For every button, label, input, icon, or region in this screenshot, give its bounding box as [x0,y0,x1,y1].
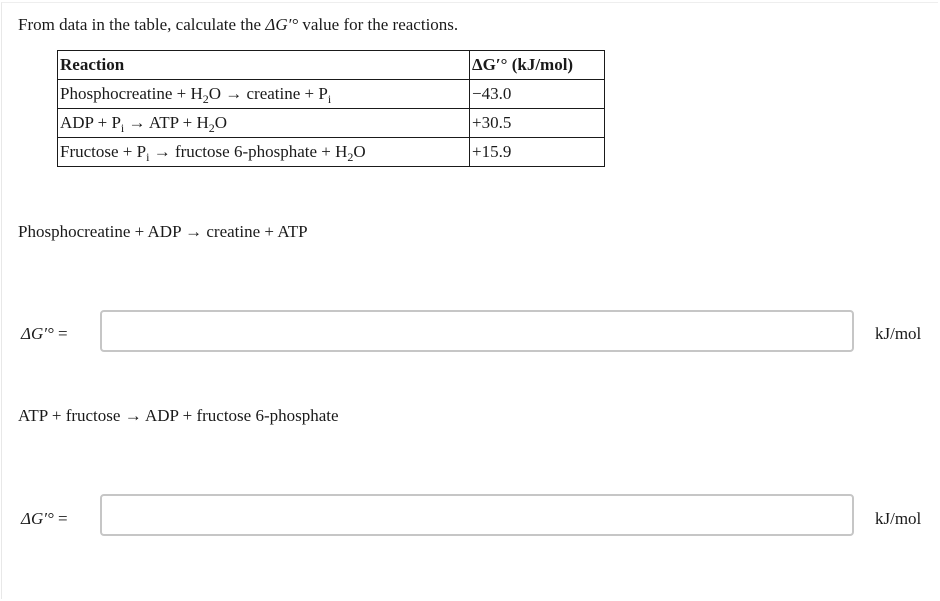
table-row [58,109,605,138]
delta-g-cell: −43.0 [470,80,605,109]
delta-g-symbol: ΔG′° [265,15,299,34]
question-2-reaction: ATP + fructose → ADP + fructose 6-phosphate [18,406,339,425]
question-prompt: From data in the table, calculate the ΔG′° value for the reactions. [18,15,459,34]
question-1-answer-input[interactable] [100,310,854,352]
delta-g-cell: +15.9 [470,138,605,167]
question-1-unit: kJ/mol [875,324,922,343]
question-1-reaction: Phosphocreatine + ADP → creatine + ATP [18,222,308,241]
reaction-column-header: Reaction [58,51,470,80]
question-1-answer-label: ΔG′° = [21,324,68,343]
question-2-answer-label: ΔG′° = [21,509,68,528]
delta-g-column-header: ΔG′° (kJ/mol) [470,51,605,80]
reaction-cell: Phosphocreatine + $H_2O$ → creatine + $P_i$ [58,80,470,109]
delta-g-cell: +30.5 [470,109,605,138]
reaction-cell: ADP + $P_i$ → ATP + $H_2O$ [58,109,470,138]
reaction-cell: Fructose + $P_i$ → fructose 6-phosphate + $H_2O$ [58,138,470,167]
question-2-unit: kJ/mol [875,509,922,528]
table-row [58,138,605,167]
table-header-row [58,51,605,80]
reaction-data-table [57,50,605,167]
question-2-answer-input[interactable] [100,494,854,536]
table-row [58,80,605,109]
